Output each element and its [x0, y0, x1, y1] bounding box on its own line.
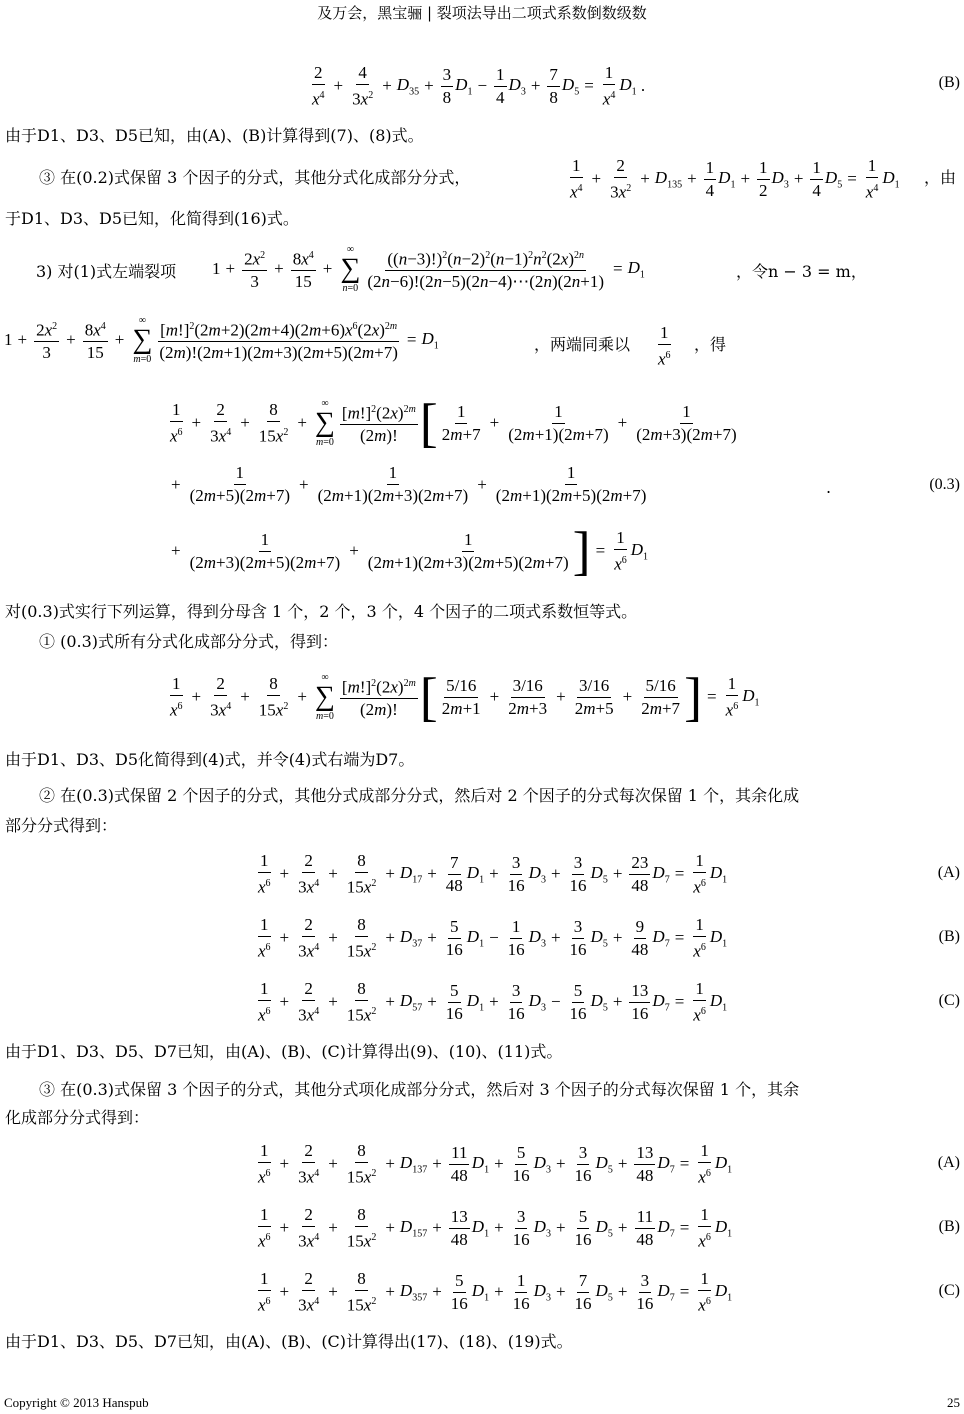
paragraph-3: 于D1、D3、D5已知，化简得到(16)式。	[5, 209, 299, 228]
equation-03-line2: + $\frac{1}{(2m+5)(2m+7)}$ + $\frac{1}{(2m+1)(2m+3)(2m+7)}$ + $\frac{1}{(2m+1)(2m+5)(2m+7)}$	[171, 463, 647, 505]
paragraph-5: ，两端同乘以	[534, 335, 631, 354]
paragraph-5-tail: ，得	[694, 335, 727, 354]
paragraph-7: ① (0.3)式所有分式化成部分分式，得到：	[39, 632, 339, 651]
paragraph-11: ③ 在(0.3)式保留 3 个因子的分式，其他分式项化成部分分式，然后对 3 个因子的分式每次保留 1 个，其余	[39, 1080, 800, 1099]
equation-label-B2: (B)	[938, 928, 960, 945]
equation-03-dot: .	[826, 478, 832, 497]
paragraph-10: 由于D1、D3、D5、D7已知，由(A)、(B)、(C)计算得出(9)、(10)、(11)式。	[5, 1042, 563, 1061]
paragraph-2-tail: ，由	[924, 168, 957, 187]
equation-A2: 1 $x^6$ + $\frac{2}{3x^4}$ + $\frac{8}{15x^2}$ + $D_{17}$ + $\frac{7}{48}$ $D_1$ + $\frac{3}{16}$ $D_3$ + $\frac{3}{16}$ $D_5$ + $\frac{23}{48}$ $D_7$ = $\frac{1}{x^6}$ $D_1$	[258, 851, 728, 897]
paragraph-9: ② 在(0.3)式保留 2 个因子的分式，其他分式成部分分式，然后对 2 个因子的分式每次保留 1 个，其余化成	[39, 786, 800, 805]
equation-C3: 1 $x^6$ + $\frac{2}{3x^4}$ + $\frac{8}{15x^2}$ + $D_{357}$ + $\frac{5}{16}$ $D_1$ + $\frac{1}{16}$ $D_3$ + $\frac{7}{16}$ $D_5$ + $\frac{3}{16}$ $D_7$ = $\frac{1}{x^6}$ $D_1$	[258, 1269, 733, 1315]
equation-series-n: 1 + $\frac{2x^2}{3}$ + $\frac{8x^4}{15}$ + ∞ ∑ n=0 $\frac{((n-3)!)^2(n-2)^2(n-1)^2n^2(2x)^{2n}}{(2n-6)!(2n-5)(2n-4)\cdots(2n)(2n+1)}$ = $D_1$	[212, 244, 645, 294]
equation-label-C3: (C)	[938, 1282, 960, 1299]
equation-C2: 1 $x^6$ + $\frac{2}{3x^4}$ + $\frac{8}{15x^2}$ + $D_{57}$ + $\frac{5}{16}$ $D_1$ + $\frac{3}{16}$ $D_3$ − $\frac{5}{16}$ $D_5$ + $\frac{13}{16}$ $D_7$ = $\frac{1}{x^6}$ $D_1$	[258, 979, 728, 1025]
equation-label-b: (B)	[938, 74, 960, 91]
equation-03-line1: 1 $x^6$ + $\frac{2}{3x^4}$ + $\frac{8}{15x^2}$ + ∞ ∑ m=0 $[m!]^2(2x)^{2m}$ (2m)! [ 1 2m+7 + $\frac{1}{(2m+1)(2m+7)}$ + $\frac{1}{(2m+3)(2m+7)}$	[170, 393, 737, 453]
equation-label-B3: (B)	[938, 1218, 960, 1235]
equation-A3: 1 $x^6$ + $\frac{2}{3x^4}$ + $\frac{8}{15x^2}$ + $D_{137}$ + $\frac{11}{48}$ $D_1$ + $\frac{5}{16}$ $D_3$ + $\frac{3}{16}$ $D_5$ + $\frac{13}{48}$ $D_7$ = $\frac{1}{x^6}$ $D_1$	[258, 1141, 733, 1187]
paragraph-4-tail: ，令n − 3 = m，	[736, 262, 867, 281]
running-header: 及万会，黑宝骊 | 裂项法导出二项式系数倒数级数	[317, 4, 647, 22]
paragraph-6: 对(0.3)式实行下列运算，得到分母含 1 个，2 个，3 个，4 个因子的二项式系数恒等式。	[5, 602, 638, 621]
paragraph-2: ③ 在(0.2)式保留 3 个因子的分式，其他分式化成部分分式，	[39, 168, 471, 187]
paragraph-8: 由于D1、D3、D5化简得到(4)式，并令(4)式右端为D7。	[5, 750, 415, 769]
equation-partial-fractions: 1 $x^6$ + $\frac{2}{3x^4}$ + $\frac{8}{15x^2}$ + ∞ ∑ m=0 $[m!]^2(2x)^{2m}$ (2m)! [ 5/16 2m+1 + $\frac{3/16}{2m+3}$ + $\frac{3/16}{2m+5}$ + $\frac{5/16}{2m+7}$ ] = $\frac{1}{x^6}$ $D_1$	[170, 667, 760, 727]
equation-label-03: (0.3)	[929, 476, 960, 493]
equation-inline-16: 1 $x^4$ + $\frac{2}{3x^2}$ + $D_{135}$ + $\frac{1}{4}$ $D_1$ + $\frac{1}{2}$ $D_3$ + $\frac{1}{4}$ $D_5$ = $\frac{1}{x^4}$ $D_1$	[570, 156, 900, 202]
equation-label-A2: (A)	[937, 864, 960, 881]
equation-B2: 1 $x^6$ + $\frac{2}{3x^4}$ + $\frac{8}{15x^2}$ + $D_{37}$ + $\frac{5}{16}$ $D_1$ − $\frac{1}{16}$ $D_3$ + $\frac{3}{16}$ $D_5$ + $\frac{9}{48}$ $D_7$ = $\frac{1}{x^6}$ $D_1$	[258, 915, 728, 961]
paragraph-12: 由于D1、D3、D5、D7已知，由(A)、(B)、(C)计算得出(17)、(18)、(19)式。	[5, 1332, 573, 1351]
footer-copyright: Copyright © 2013 Hanspub	[4, 1395, 149, 1410]
equation-B3: 1 $x^6$ + $\frac{2}{3x^4}$ + $\frac{8}{15x^2}$ + $D_{157}$ + $\frac{13}{48}$ $D_1$ + $\frac{3}{16}$ $D_3$ + $\frac{5}{16}$ $D_5$ + $\frac{11}{48}$ $D_7$ = $\frac{1}{x^6}$ $D_1$	[258, 1205, 733, 1251]
equation-b-top: 2 $x^4$ + $\frac{4}{3x^2}$ + $D_{35}$ + $\frac{3}{8}$ $D_1$ − $\frac{1}{4}$ $D_3$ + $\frac{7}{8}$ $D_5$ = $\frac{1}{x^4}$ $D_1$ .	[312, 63, 646, 109]
paragraph-11-cont: 化成部分分式得到：	[5, 1108, 150, 1127]
paragraph-4: 3) 对(1)式左端裂项	[36, 262, 177, 281]
equation-series-m: 1 + $\frac{2x^2}{3}$ + $\frac{8x^4}{15}$ + ∞ ∑ m=0 $\frac{[m!]^2(2m+2)(2m+4)(2m+6)x^6(2x)^{2m}}{(2m)!(2m+1)(2m+3)(2m+5)(2m+7)}$ = $D_1$	[4, 315, 439, 365]
paragraph-9-cont: 部分分式得到：	[5, 816, 118, 835]
equation-label-C2: (C)	[938, 992, 960, 1009]
footer-page-number: 25	[947, 1395, 960, 1410]
equation-03-line3: + $\frac{1}{(2m+3)(2m+5)(2m+7)}$ + $\frac{1}{(2m+1)(2m+3)(2m+5)(2m+7)}$ ] = $\frac{1}{x^6}$ $D_1$	[171, 521, 649, 581]
paragraph-1: 由于D1、D3、D5已知，由(A)、(B)计算得到(7)、(8)式。	[5, 126, 424, 145]
equation-label-A3: (A)	[937, 1154, 960, 1171]
fraction-1-over-x6: 1 $x^6$	[658, 323, 671, 369]
